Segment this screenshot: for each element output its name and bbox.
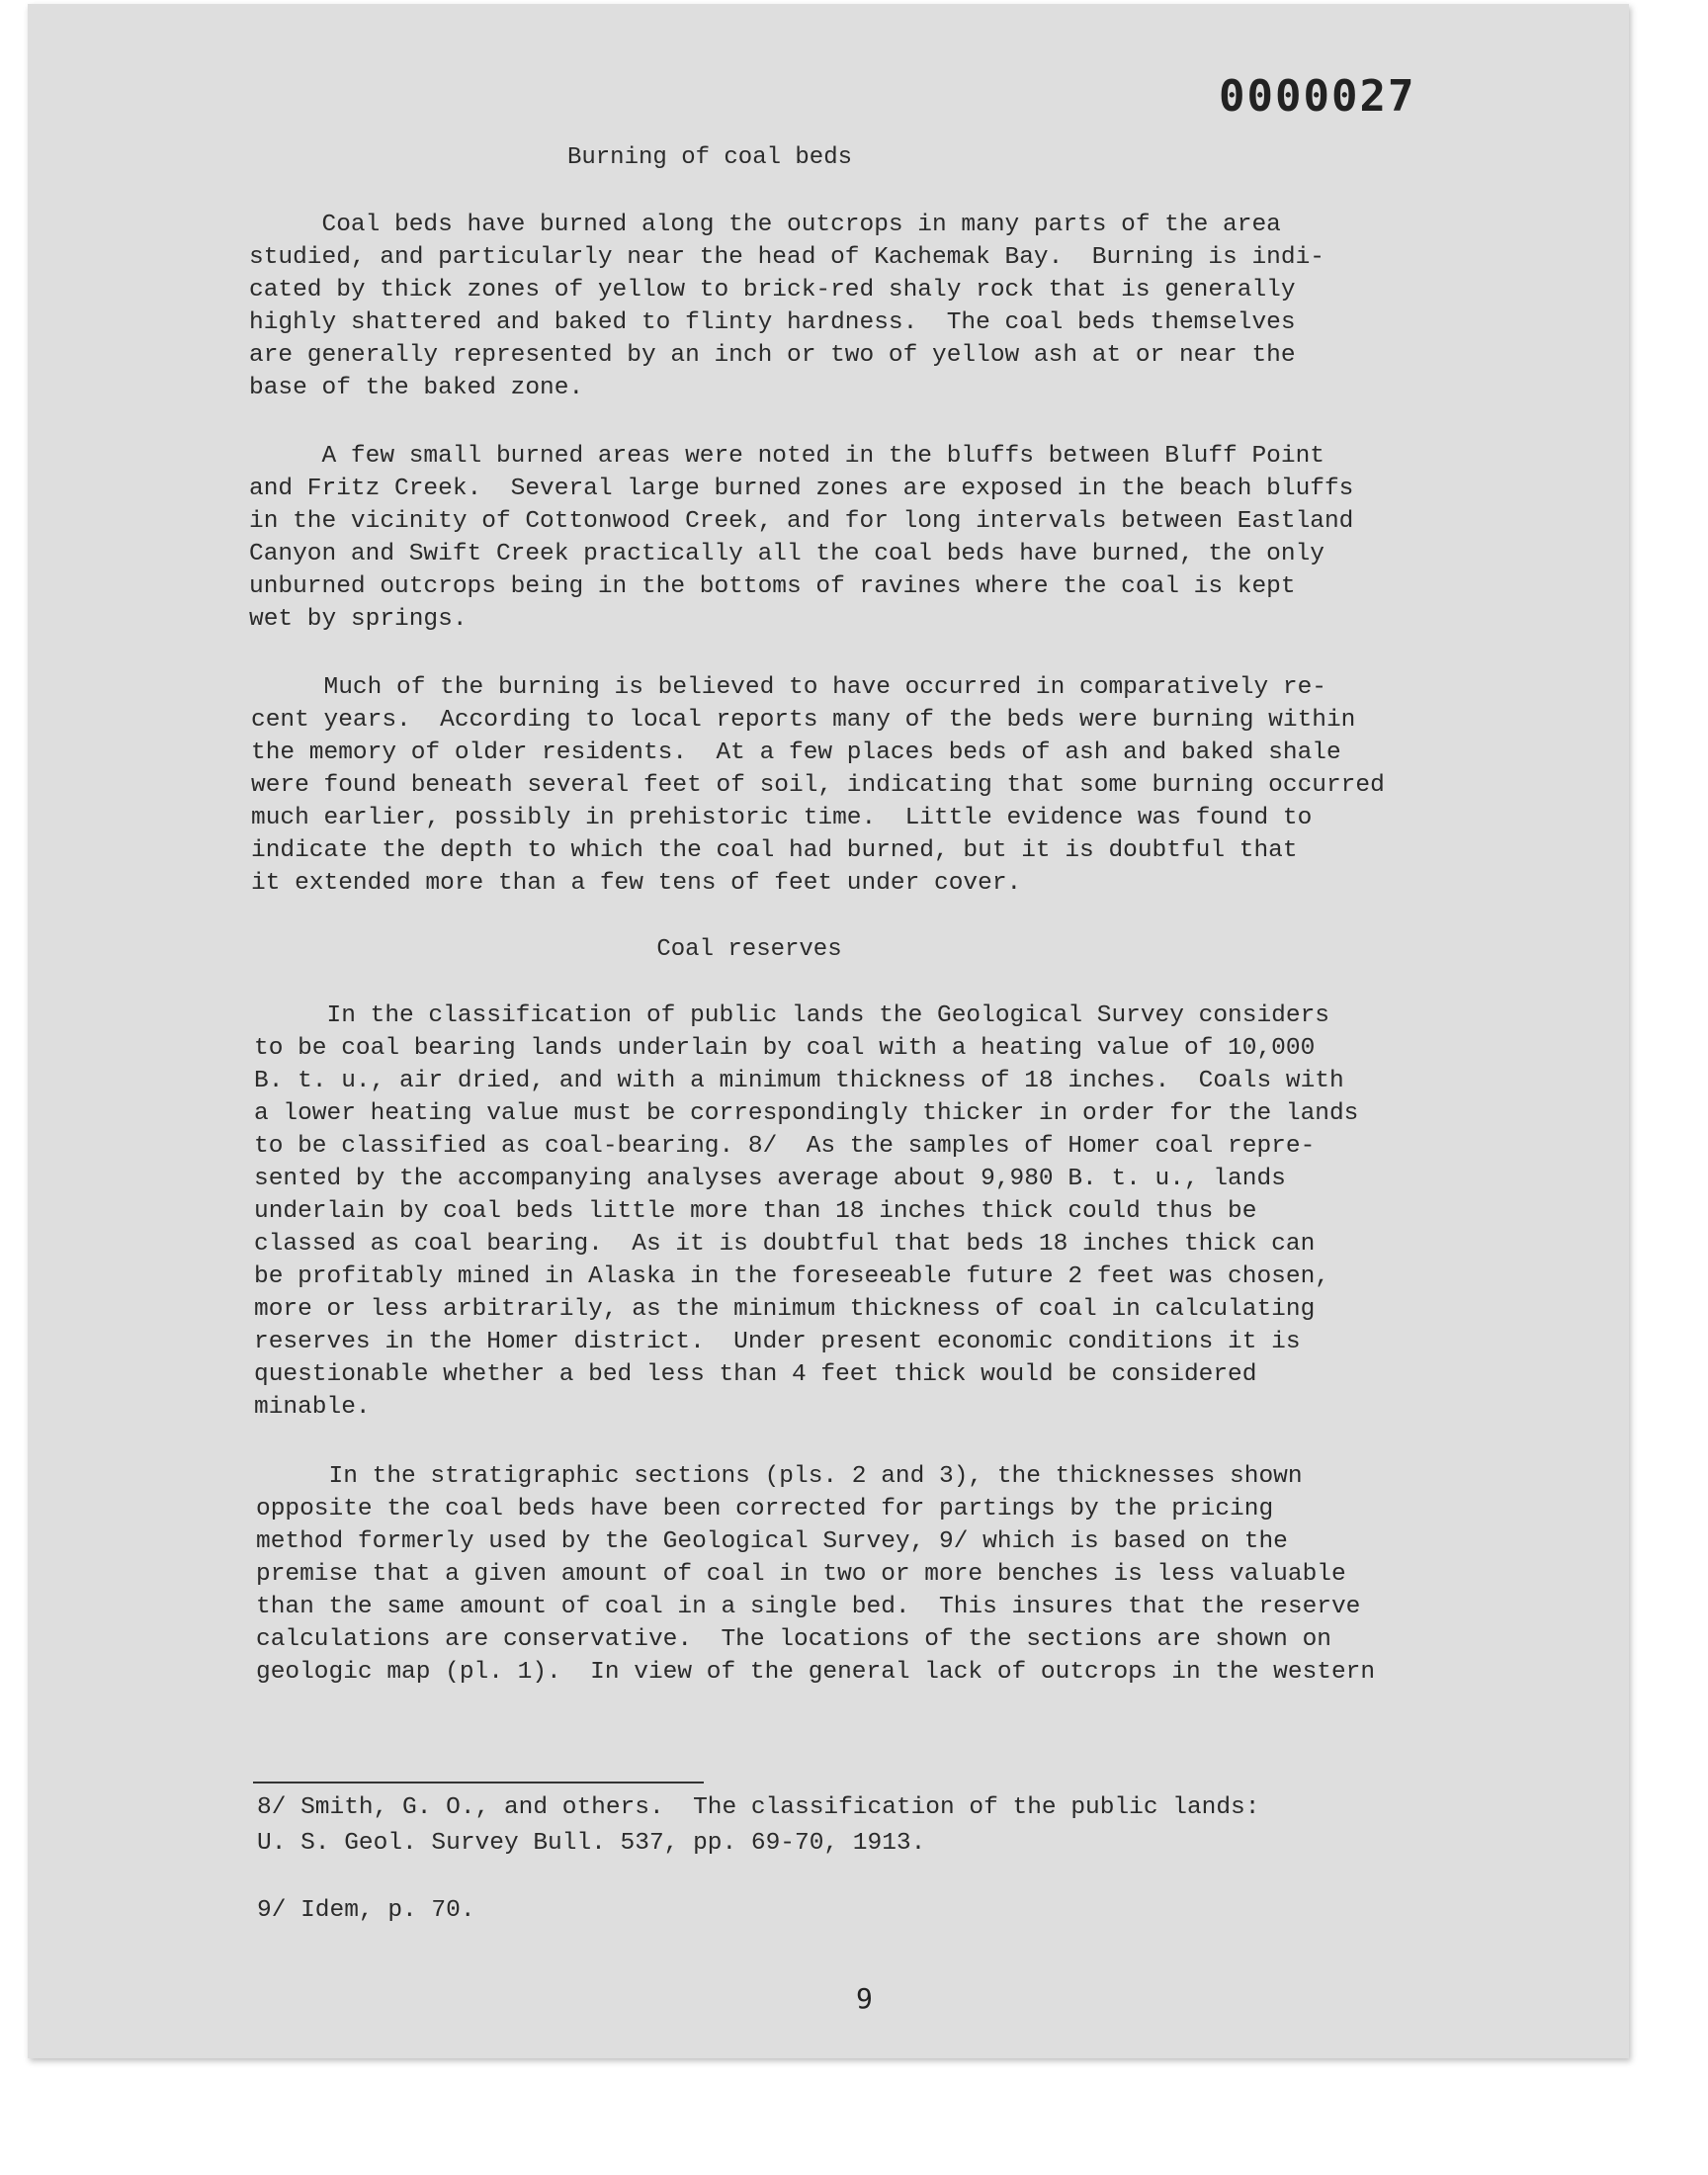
text-line: much earlier, possibly in prehistoric time. Little evidence was found to	[251, 805, 1313, 831]
text-line: cated by thick zones of yellow to brick-red shaly rock that is generally	[249, 277, 1296, 304]
text-line: sented by the accompanying analyses average about 9,980 B. t. u., lands	[254, 1166, 1286, 1192]
text-line: highly shattered and baked to flinty hardness. The coal beds themselves	[249, 309, 1296, 336]
text-line: studied, and particularly near the head of Kachemak Bay. Burning is indi-	[249, 244, 1324, 271]
text-line: underlain by coal beds little more than 18 inches thick could thus be	[254, 1198, 1257, 1225]
text-line: classed as coal bearing. As it is doubtful that beds 18 inches thick can	[254, 1231, 1316, 1258]
text-line: than the same amount of coal in a single bed. This insures that the reserve	[256, 1594, 1361, 1620]
text-line: reserves in the Homer district. Under present economic conditions it is	[254, 1329, 1301, 1355]
text-line: Coal beds have burned along the outcrops in many parts of the area	[249, 212, 1281, 238]
text-line: A few small burned areas were noted in the bluffs between Bluff Point	[249, 443, 1324, 470]
text-line: B. t. u., air dried, and with a minimum thickness of 18 inches. Coals with	[254, 1068, 1344, 1094]
text-line: In the classification of public lands the Geological Survey considers	[254, 1002, 1329, 1029]
text-line: unburned outcrops being in the bottoms of ravines where the coal is kept	[249, 573, 1296, 600]
text-line: base of the baked zone.	[249, 375, 584, 401]
text-line: wet by springs.	[249, 606, 468, 633]
text-line: Canyon and Swift Creek practically all the coal beds have burned, the only	[249, 541, 1324, 567]
text-line: and Fritz Creek. Several large burned zones are exposed in the beach bluffs	[249, 476, 1354, 502]
text-line: indicate the depth to which the coal had burned, but it is doubtful that	[251, 837, 1298, 864]
paragraph	[254, 1000, 1358, 1424]
text-line: in the vicinity of Cottonwood Creek, and for long intervals between Eastland	[249, 508, 1354, 535]
text-line: In the stratigraphic sections (pls. 2 and 3), the thicknesses shown	[256, 1463, 1303, 1490]
footnote-9	[257, 1893, 475, 1929]
footnote-8	[257, 1790, 1259, 1862]
text-line: the memory of older residents. At a few places beds of ash and baked shale	[251, 740, 1341, 766]
footnote-line: U. S. Geol. Survey Bull. 537, pp. 69-70, 1913.	[257, 1830, 926, 1857]
text-line: more or less arbitrarily, as the minimum thickness of coal in calculating	[254, 1296, 1316, 1323]
text-line: are generally represented by an inch or two of yellow ash at or near the	[249, 342, 1296, 369]
footnote-line: 9/ Idem, p. 70.	[257, 1897, 475, 1924]
section-heading-burning: Burning of coal beds	[566, 144, 853, 171]
footnote-line: 8/ Smith, G. O., and others. The classification of the public lands:	[257, 1794, 1260, 1821]
text-line: a lower heating value must be correspondingly thicker in order for the lands	[254, 1100, 1359, 1127]
paragraph	[251, 671, 1385, 900]
text-line: were found beneath several feet of soil, indicating that some burning occurred	[251, 772, 1385, 799]
text-line: it extended more than a few tens of feet under cover.	[251, 870, 1022, 897]
text-line: be profitably mined in Alaska in the foreseeable future 2 feet was chosen,	[254, 1263, 1329, 1290]
text-line: Much of the burning is believed to have occurred in comparatively re-	[251, 674, 1326, 701]
text-line: calculations are conservative. The locations of the sections are shown on	[256, 1626, 1331, 1653]
text-line: questionable whether a bed less than 4 feet thick would be considered	[254, 1361, 1257, 1388]
text-line: cent years. According to local reports many of the beds were burning within	[251, 707, 1356, 734]
footnote-divider	[253, 1782, 704, 1784]
text-line: premise that a given amount of coal in two or more benches is less valuable	[256, 1561, 1346, 1588]
text-line: to be classified as coal-bearing. 8/ As the samples of Homer coal repre-	[254, 1133, 1316, 1160]
text-line: opposite the coal beds have been corrected for partings by the pricing	[256, 1496, 1274, 1522]
text-line: geologic map (pl. 1). In view of the general lack of outcrops in the western	[256, 1659, 1376, 1686]
paragraph	[249, 440, 1353, 636]
page-number: 9	[856, 1982, 873, 2015]
section-heading-reserves: Coal reserves	[656, 936, 842, 963]
document-page	[28, 4, 1629, 2058]
text-line: method formerly used by the Geological Survey, 9/ which is based on the	[256, 1528, 1288, 1555]
document-id: 0000027	[1219, 71, 1416, 122]
text-line: minable.	[254, 1394, 371, 1421]
text-line: to be coal bearing lands underlain by coal with a heating value of 10,000	[254, 1035, 1316, 1062]
paragraph	[249, 209, 1324, 404]
paragraph	[256, 1460, 1375, 1689]
